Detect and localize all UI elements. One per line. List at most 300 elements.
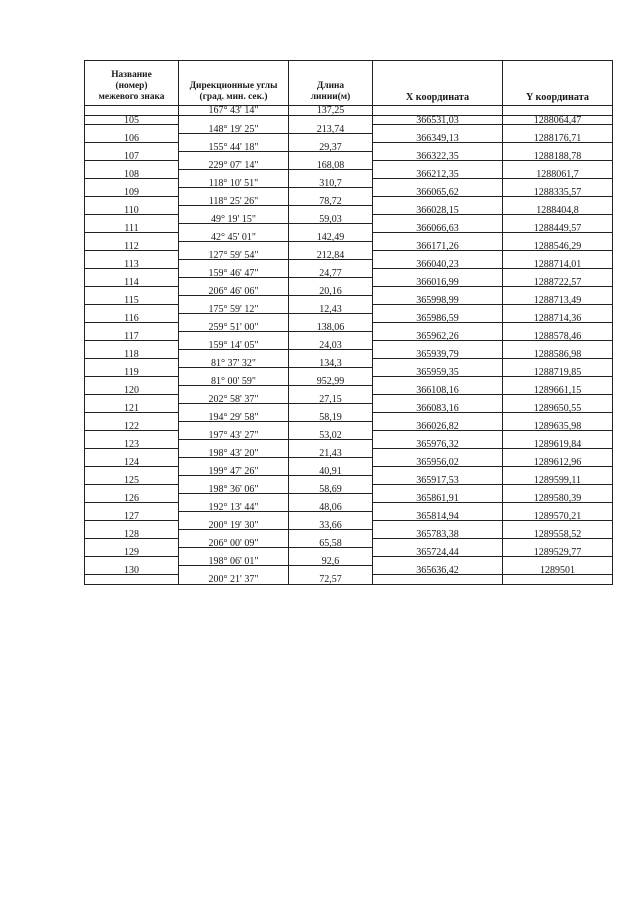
angle-cell [179,449,289,458]
angle-cell-text: 118° 10' 51" [208,177,259,189]
x-coordinate-cell-text: 365861,91 [416,492,459,504]
line-row [85,557,613,566]
point-name-cell [85,206,179,215]
x-coordinate-cell-text: 366083,16 [416,402,459,414]
y-coordinate-cell-text: 1288586,98 [533,348,582,360]
point-name-cell-text: 109 [124,186,139,198]
length-cell [289,215,373,224]
point-name-cell [85,458,179,467]
angle-cell-text: 206° 46' 06" [208,285,259,297]
point-name-cell-text: 129 [124,546,139,558]
angle-cell-text: 127° 59' 54" [208,249,259,261]
header-y-text: Y координата [526,92,589,103]
point-name-cell-text: 111 [124,222,139,234]
length-cell [289,431,373,440]
angle-cell [179,557,289,566]
length-cell-text: 24,77 [319,267,342,279]
y-coordinate-cell-text: 1289501 [540,564,575,576]
y-coordinate-cell-text: 1288713,49 [533,294,582,306]
length-cell [289,323,373,332]
y-coordinate-cell-text: 1288546,29 [533,240,582,252]
point-name-cell [85,260,179,269]
x-coordinate-cell [373,458,503,467]
angle-cell-text: 198° 43' 20" [208,447,259,459]
length-cell [289,287,373,296]
x-coordinate-cell-text: 365986,59 [416,312,459,324]
angle-cell [179,467,289,476]
y-coordinate-cell-text: 1289570,21 [533,510,582,522]
line-row [85,575,613,585]
y-coordinate-cell [503,404,613,413]
y-coordinate-cell [503,332,613,341]
angle-cell [179,395,289,404]
x-coordinate-cell-text: 365976,32 [416,438,459,450]
x-coordinate-cell [373,152,503,161]
point-row [85,404,613,413]
y-coordinate-cell [503,476,613,485]
y-coordinate-cell-text: 1288188,78 [533,150,582,162]
angle-cell-text: 118° 25' 26" [208,195,259,207]
y-coordinate-cell-text: 1288449,57 [533,222,582,234]
angle-cell-text: 81° 00' 59" [211,375,256,387]
y-coordinate-cell [503,512,613,521]
length-cell-text: 40,91 [319,465,342,477]
line-x-cell [373,575,503,585]
x-coordinate-cell-text: 366065,62 [416,186,459,198]
x-coordinate-cell [373,134,503,143]
point-name-cell [85,440,179,449]
point-row [85,422,613,431]
y-coordinate-cell [503,260,613,269]
y-coordinate-cell-text: 1288714,01 [533,258,582,270]
angle-cell [179,341,289,350]
point-name-cell-text: 115 [124,294,139,306]
point-row [85,548,613,557]
length-cell [289,106,373,116]
y-coordinate-cell [503,422,613,431]
point-name-cell [85,170,179,179]
point-name-cell-text: 106 [124,132,139,144]
length-cell-text: 21,43 [319,447,342,459]
x-coordinate-cell [373,278,503,287]
angle-cell [179,269,289,278]
angle-cell-text: 206° 00' 09" [208,537,259,549]
length-cell [289,485,373,494]
point-name-cell [85,242,179,251]
angle-cell-text: 167° 43' 14" [208,105,259,116]
angle-cell-text: 198° 06' 01" [208,555,259,567]
angle-cell-text: 202° 58' 37" [208,393,259,405]
x-coordinate-cell [373,224,503,233]
point-row [85,278,613,287]
y-coordinate-cell-text: 1289612,96 [533,456,582,468]
y-coordinate-cell-text: 1288061,7 [536,168,579,180]
point-name-cell-text: 119 [124,366,139,378]
angle-cell [179,251,289,260]
header-x-text: X координата [405,92,470,103]
length-cell [289,449,373,458]
length-cell [289,575,373,585]
length-cell-text: 78,72 [319,195,342,207]
length-cell [289,377,373,386]
point-row [85,440,613,449]
y-coordinate-cell-text: 1288719,85 [533,366,582,378]
x-coordinate-cell [373,530,503,539]
x-coordinate-cell-text: 365959,35 [416,366,459,378]
length-cell [289,341,373,350]
angle-cell-text: 229° 07' 14" [208,159,259,171]
x-coordinate-cell [373,242,503,251]
x-coordinate-cell [373,260,503,269]
angle-cell-text: 200° 19' 30" [208,519,259,531]
point-row [85,386,613,395]
header-name-text: Название (номер) межевого знака [98,70,165,102]
point-row [85,332,613,341]
x-coordinate-cell-text: 365962,26 [416,330,459,342]
length-cell [289,557,373,566]
length-cell [289,143,373,152]
length-cell-text: 59,03 [319,213,342,225]
length-cell [289,233,373,242]
y-coordinate-cell [503,350,613,359]
angle-cell [179,539,289,548]
length-cell-text: 72,57 [319,574,342,585]
header-angles-text: Дирекционные углы (град. мин. сек.) [189,81,278,102]
length-cell-text: 952,99 [316,375,345,387]
y-coordinate-cell-text: 1288722,57 [533,276,582,288]
x-coordinate-cell [373,296,503,305]
y-coordinate-cell-text: 1289599,11 [533,474,582,486]
y-coordinate-cell [503,242,613,251]
x-coordinate-cell-text: 366171,26 [416,240,459,252]
x-coordinate-cell-text: 365724,44 [416,546,459,558]
angle-cell [179,179,289,188]
x-coordinate-cell [373,422,503,431]
header-y [503,61,613,106]
point-row [85,530,613,539]
x-coordinate-cell-text: 366026,82 [416,420,459,432]
angle-cell-text: 159° 14' 05" [208,339,259,351]
point-name-cell-text: 107 [124,150,139,162]
x-coordinate-cell-text: 366028,15 [416,204,459,216]
length-cell-text: 138,06 [316,321,345,333]
angle-cell-text: 200° 21' 37" [208,574,259,585]
x-coordinate-cell-text: 366066,63 [416,222,459,234]
y-coordinate-cell [503,278,613,287]
length-cell [289,125,373,134]
line-row [85,197,613,206]
x-coordinate-cell [373,170,503,179]
angle-cell-text: 159° 46' 47" [208,267,259,279]
point-row [85,242,613,251]
angle-cell [179,359,289,368]
point-row [85,170,613,179]
y-coordinate-cell-text: 1289529,77 [533,546,582,558]
point-row [85,494,613,503]
y-coordinate-cell-text: 1288176,71 [533,132,582,144]
angle-cell [179,413,289,422]
x-coordinate-cell [373,476,503,485]
point-name-cell-text: 105 [124,114,139,126]
point-name-cell [85,512,179,521]
point-name-cell [85,115,179,125]
point-name-cell [85,494,179,503]
length-cell-text: 142,49 [316,231,345,243]
x-coordinate-cell-text: 366322,35 [416,150,459,162]
x-coordinate-cell [373,440,503,449]
point-name-cell [85,314,179,323]
y-coordinate-cell [503,314,613,323]
point-row [85,566,613,575]
x-coordinate-cell [373,332,503,341]
x-coordinate-cell [373,350,503,359]
angle-cell [179,305,289,314]
point-name-cell [85,332,179,341]
line-y-cell [503,575,613,585]
angle-cell [179,215,289,224]
angle-cell-text: 49° 19' 15" [211,213,256,225]
length-cell [289,251,373,260]
x-coordinate-cell [373,494,503,503]
x-coordinate-cell-text: 365998,99 [416,294,459,306]
point-name-cell-text: 130 [124,564,139,576]
header-length [289,61,373,106]
x-coordinate-cell [373,386,503,395]
point-name-cell-text: 121 [124,402,139,414]
x-coordinate-cell-text: 366040,23 [416,258,459,270]
length-cell [289,359,373,368]
angle-cell-text: 259° 51' 00" [208,321,259,333]
length-cell [289,395,373,404]
angle-cell-text: 199° 47' 26" [208,465,259,477]
angle-cell [179,106,289,116]
x-coordinate-cell [373,404,503,413]
y-coordinate-cell [503,530,613,539]
y-coordinate-cell [503,548,613,557]
length-cell-text: 33,66 [319,519,342,531]
angle-cell [179,161,289,170]
angle-cell-text: 81° 37' 32" [211,357,256,369]
y-coordinate-cell-text: 1288578,46 [533,330,582,342]
point-row [85,458,613,467]
point-name-cell-text: 110 [124,204,139,216]
x-coordinate-cell-text: 366016,99 [416,276,459,288]
line-name-cell [85,575,179,585]
length-cell-text: 58,19 [319,411,342,423]
x-coordinate-cell-text: 365956,02 [416,456,459,468]
point-row [85,260,613,269]
y-coordinate-cell [503,170,613,179]
angle-cell [179,377,289,386]
point-name-cell-text: 114 [124,276,139,288]
x-coordinate-cell-text: 366108,16 [416,384,459,396]
x-coordinate-cell [373,548,503,557]
point-name-cell-text: 112 [124,240,139,252]
point-row [85,224,613,233]
length-cell-text: 213,74 [316,123,345,135]
length-cell-text: 310,7 [319,177,342,189]
x-coordinate-cell-text: 365939,79 [416,348,459,360]
length-cell-text: 58,69 [319,483,342,495]
line-row [85,161,613,170]
point-name-cell [85,350,179,359]
angle-cell-text: 42° 45' 01" [211,231,256,243]
header-x [373,61,503,106]
point-name-cell-text: 108 [124,168,139,180]
point-name-cell-text: 118 [124,348,139,360]
table-header-row [85,61,613,106]
point-row [85,350,613,359]
point-row [85,115,613,125]
y-coordinate-cell-text: 1289635,98 [533,420,582,432]
angle-cell [179,197,289,206]
x-coordinate-cell-text: 365636,42 [416,564,459,576]
length-cell-text: 65,58 [319,537,342,549]
point-name-cell-text: 127 [124,510,139,522]
point-row [85,296,613,305]
length-cell [289,161,373,170]
x-coordinate-cell [373,368,503,377]
length-cell [289,179,373,188]
point-name-cell-text: 123 [124,438,139,450]
point-name-cell-text: 116 [124,312,139,324]
angle-cell [179,143,289,152]
y-coordinate-cell [503,368,613,377]
length-cell-text: 48,06 [319,501,342,513]
length-cell-text: 53,02 [319,429,342,441]
point-row [85,314,613,323]
angle-cell-text: 198° 36' 06" [208,483,259,495]
y-coordinate-cell-text: 1288714,36 [533,312,582,324]
point-name-cell [85,188,179,197]
y-coordinate-cell [503,115,613,125]
point-name-cell-text: 120 [124,384,139,396]
point-name-cell-text: 125 [124,474,139,486]
angle-cell [179,485,289,494]
point-name-cell-text: 128 [124,528,139,540]
length-cell [289,413,373,422]
point-row [85,134,613,143]
length-cell [289,467,373,476]
y-coordinate-cell [503,458,613,467]
length-cell-text: 212,84 [316,249,345,261]
x-coordinate-cell-text: 365917,53 [416,474,459,486]
length-cell-text: 92,6 [321,555,340,567]
coordinates-table [84,60,613,585]
y-coordinate-cell [503,152,613,161]
y-coordinate-cell-text: 1289558,52 [533,528,582,540]
point-name-cell [85,566,179,575]
document-sheet [84,60,612,585]
length-cell-text: 27,15 [319,393,342,405]
x-coordinate-cell [373,512,503,521]
x-coordinate-cell [373,188,503,197]
length-cell-text: 24,03 [319,339,342,351]
y-coordinate-cell-text: 1289619,84 [533,438,582,450]
length-cell-text: 134,3 [319,357,342,369]
point-name-cell [85,152,179,161]
y-coordinate-cell [503,206,613,215]
y-coordinate-cell [503,134,613,143]
x-coordinate-cell [373,206,503,215]
point-row [85,512,613,521]
length-cell-text: 20,16 [319,285,342,297]
angle-cell [179,287,289,296]
angle-cell [179,575,289,585]
point-name-cell-text: 122 [124,420,139,432]
length-cell-text: 137,25 [316,105,345,116]
point-name-cell-text: 126 [124,492,139,504]
angle-cell [179,125,289,134]
point-row [85,368,613,377]
angle-cell-text: 192° 13' 44" [208,501,259,513]
point-name-cell [85,278,179,287]
header-name [85,61,179,106]
length-cell [289,197,373,206]
y-coordinate-cell [503,224,613,233]
x-coordinate-cell-text: 366349,13 [416,132,459,144]
point-name-cell [85,134,179,143]
length-cell [289,305,373,314]
angle-cell [179,233,289,242]
angle-cell-text: 175° 59' 12" [208,303,259,315]
y-coordinate-cell [503,494,613,503]
header-angles [179,61,289,106]
length-cell [289,503,373,512]
length-cell-text: 168,08 [316,159,345,171]
length-cell-text: 12,43 [319,303,342,315]
y-coordinate-cell [503,188,613,197]
angle-cell [179,323,289,332]
x-coordinate-cell [373,314,503,323]
y-coordinate-cell-text: 1289661,15 [533,384,582,396]
angle-cell [179,431,289,440]
point-name-cell [85,296,179,305]
y-coordinate-cell [503,296,613,305]
y-coordinate-cell [503,440,613,449]
y-coordinate-cell-text: 1289650,55 [533,402,582,414]
x-coordinate-cell-text: 365814,94 [416,510,459,522]
angle-cell-text: 194° 29' 58" [208,411,259,423]
length-cell-text: 29,37 [319,141,342,153]
point-name-cell-text: 124 [124,456,139,468]
header-length-text: Длина линии(м) [310,81,351,102]
length-cell [289,539,373,548]
point-name-cell [85,422,179,431]
point-row [85,152,613,161]
x-coordinate-cell [373,566,503,575]
x-coordinate-cell-text: 366212,35 [416,168,459,180]
y-coordinate-cell [503,566,613,575]
point-name-cell [85,368,179,377]
point-row [85,206,613,215]
y-coordinate-cell-text: 1288404,8 [536,204,579,216]
y-coordinate-cell-text: 1289580,39 [533,492,582,504]
y-coordinate-cell-text: 1288064,47 [533,114,582,126]
y-coordinate-cell-text: 1288335,57 [533,186,582,198]
point-name-cell-text: 113 [124,258,139,270]
point-name-cell [85,530,179,539]
point-name-cell [85,548,179,557]
length-cell [289,521,373,530]
angle-cell [179,521,289,530]
point-name-cell [85,476,179,485]
length-cell [289,269,373,278]
point-row [85,476,613,485]
point-row [85,188,613,197]
point-name-cell [85,386,179,395]
angle-cell-text: 148° 19' 25" [208,123,259,135]
